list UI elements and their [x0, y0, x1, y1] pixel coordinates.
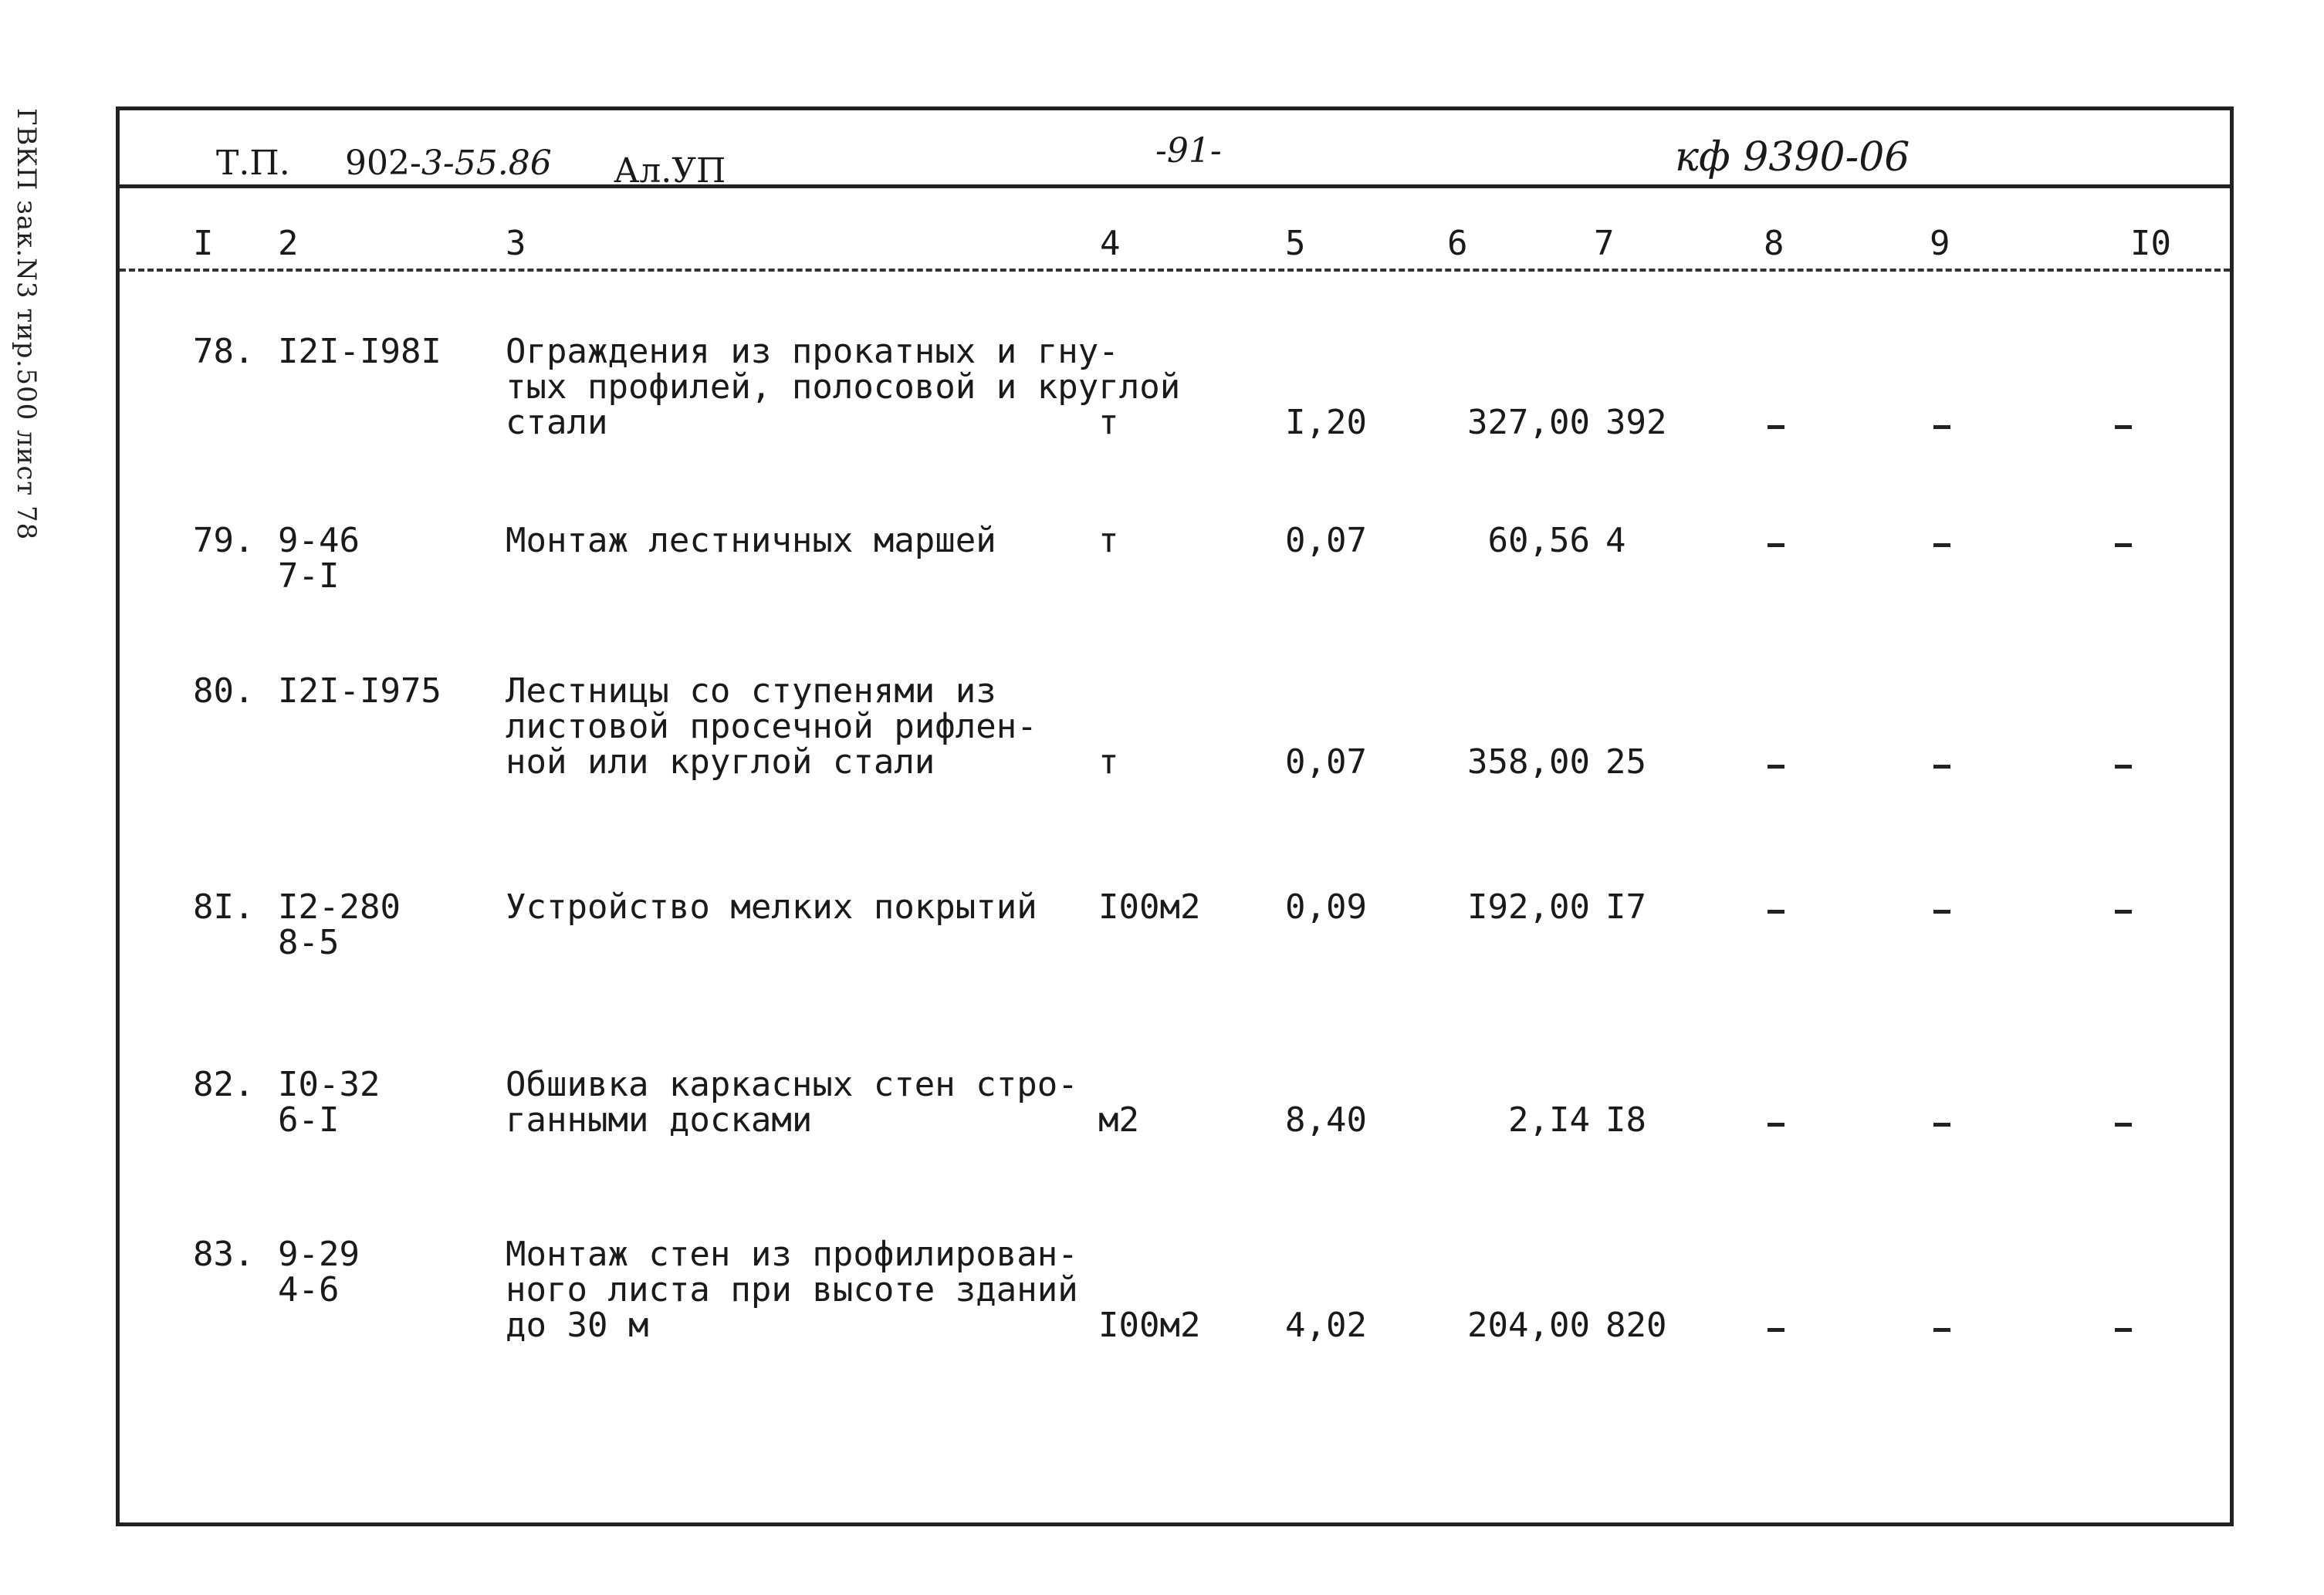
- unit-price: 327,00: [1467, 403, 1590, 442]
- column-header-rule: [120, 269, 2230, 272]
- quantity: 8,40: [1285, 1100, 1367, 1140]
- document-frame: [116, 106, 2234, 1526]
- norm-code: I2I-I98I: [278, 332, 441, 371]
- column-header-4: 4: [1100, 224, 1121, 263]
- column-header-9: 9: [1930, 224, 1950, 263]
- unit: м2: [1098, 1100, 1139, 1140]
- row-number: 8I.: [193, 887, 255, 927]
- unit-price: 2,I4: [1508, 1100, 1590, 1140]
- unit: т: [1098, 521, 1119, 560]
- column-header-5: 5: [1285, 224, 1306, 263]
- empty-cell-dash: [1768, 1123, 1784, 1127]
- empty-cell-dash: [2115, 910, 2132, 914]
- norm-code: I0-32: [278, 1065, 381, 1104]
- norm-code-sub: 6-I: [278, 1100, 340, 1140]
- total-cost: 4: [1605, 521, 1626, 560]
- column-header-8: 8: [1764, 224, 1784, 263]
- empty-cell-dash: [2115, 543, 2132, 547]
- empty-cell-dash: [1768, 425, 1784, 429]
- quantity: 0,07: [1285, 742, 1367, 782]
- total-cost: 25: [1605, 742, 1646, 782]
- empty-cell-dash: [1933, 765, 1950, 769]
- empty-cell-dash: [1933, 425, 1950, 429]
- norm-code: I2I-I975: [278, 671, 441, 711]
- document-code: кф 9390-06: [1675, 134, 1910, 181]
- row-number: 83.: [193, 1235, 255, 1274]
- tp-number-handwritten: 3-55.86: [421, 144, 552, 183]
- column-header-7: 7: [1594, 224, 1615, 263]
- work-description: Монтаж лестничных маршей: [506, 521, 996, 560]
- unit: I00м2: [1098, 887, 1201, 927]
- total-cost: I8: [1605, 1100, 1646, 1140]
- tp-number-printed: 902-: [345, 144, 421, 183]
- empty-cell-dash: [1768, 910, 1784, 914]
- column-header-1: I: [193, 224, 214, 263]
- quantity: I,20: [1285, 403, 1367, 442]
- unit-price: 204,00: [1467, 1306, 1590, 1345]
- empty-cell-dash: [2115, 425, 2132, 429]
- column-header-10: I0: [2130, 224, 2171, 263]
- tp-label: Т.П.: [216, 144, 290, 183]
- empty-cell-dash: [1768, 543, 1784, 547]
- empty-cell-dash: [1933, 1123, 1950, 1127]
- tp-number: [345, 146, 552, 181]
- page-number: -91-: [1155, 131, 1222, 171]
- norm-code: 9-29: [278, 1235, 360, 1274]
- header-rule: [120, 184, 2230, 188]
- unit: т: [1098, 742, 1119, 782]
- unit: I00м2: [1098, 1306, 1201, 1345]
- quantity: 0,07: [1285, 521, 1367, 560]
- empty-cell-dash: [2115, 1328, 2132, 1332]
- quantity: 0,09: [1285, 887, 1367, 927]
- side-stamp: ГВКП зак.N3 тир.500 лист 78: [11, 108, 42, 541]
- quantity: 4,02: [1285, 1306, 1367, 1345]
- row-number: 78.: [193, 332, 255, 371]
- unit-price: 358,00: [1467, 742, 1590, 782]
- empty-cell-dash: [1933, 543, 1950, 547]
- empty-cell-dash: [2115, 1123, 2132, 1127]
- total-cost: I7: [1605, 887, 1646, 927]
- row-number: 82.: [193, 1065, 255, 1104]
- work-description: Монтаж стен из профилирован- ного листа при высоте зданий до 30 м: [506, 1235, 1078, 1345]
- unit-price: 60,56: [1487, 521, 1590, 560]
- work-description: Обшивка каркасных стен стро- ганными досками: [506, 1065, 1078, 1140]
- norm-code-sub: 7-I: [278, 556, 340, 596]
- empty-cell-dash: [1933, 1328, 1950, 1332]
- column-header-3: 3: [506, 224, 526, 263]
- empty-cell-dash: [1768, 1328, 1784, 1332]
- norm-code: 9-46: [278, 521, 360, 560]
- column-header-2: 2: [278, 224, 299, 263]
- empty-cell-dash: [1933, 910, 1950, 914]
- row-number: 79.: [193, 521, 255, 560]
- column-header-6: 6: [1447, 224, 1468, 263]
- norm-code-sub: 4-6: [278, 1270, 340, 1309]
- unit-price: I92,00: [1467, 887, 1590, 927]
- total-cost: 820: [1605, 1306, 1667, 1345]
- total-cost: 392: [1605, 403, 1667, 442]
- norm-code: I2-280: [278, 887, 401, 927]
- work-description: Устройство мелких покрытий: [506, 887, 1037, 927]
- row-number: 80.: [193, 671, 255, 711]
- empty-cell-dash: [1768, 765, 1784, 769]
- work-description: Ограждения из прокатных и гну- тых профилей, полосовой и круглой стали: [506, 332, 1181, 442]
- album-label: Ал.УП: [614, 151, 726, 191]
- unit: т: [1098, 403, 1119, 442]
- norm-code-sub: 8-5: [278, 923, 340, 962]
- empty-cell-dash: [2115, 765, 2132, 769]
- work-description: Лестницы со ступенями из листовой просечной рифлен- ной или круглой стали: [506, 671, 1037, 782]
